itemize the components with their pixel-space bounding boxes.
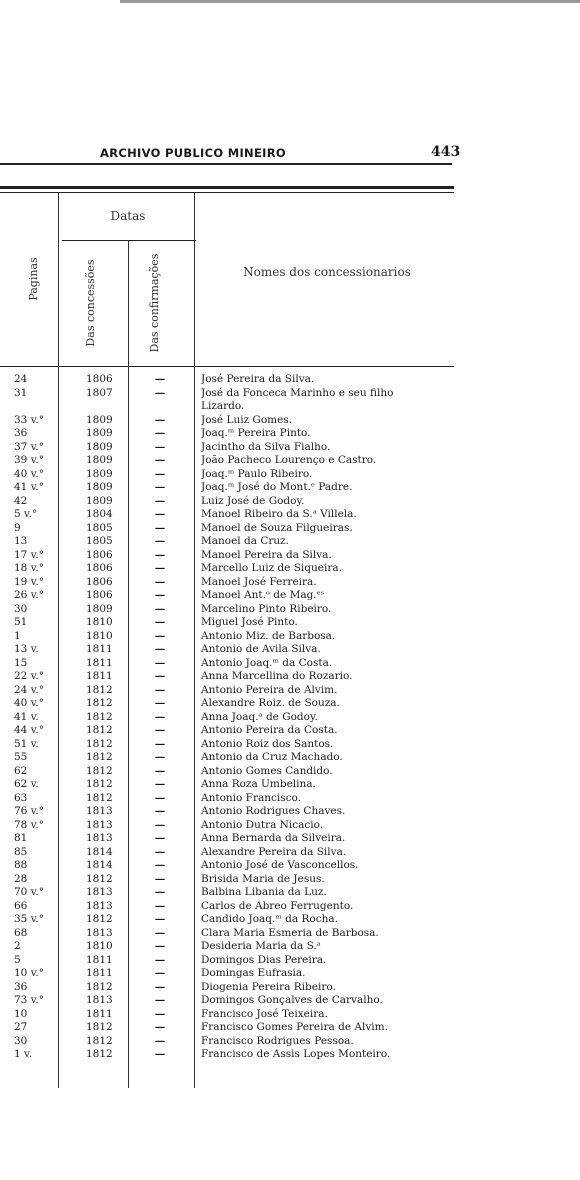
- cell-pagina: 19 v.°: [14, 575, 44, 588]
- cell-concessao: 1814: [86, 845, 113, 858]
- cell-nome: Manoel Ant.ᵒ de Mag.ᵉˢ: [201, 589, 325, 601]
- table-row: [0, 778, 580, 790]
- cell-confirmacao: —: [154, 886, 166, 898]
- cell-nome: Antonio Pereira de Alvim.: [201, 683, 338, 696]
- cell-confirmacao: —: [154, 967, 166, 979]
- cell-concessao: 1812: [86, 751, 113, 763]
- table-row: [0, 940, 580, 952]
- table-row: [0, 549, 580, 561]
- table-row: [0, 724, 580, 736]
- cell-nome: Carlos de Abreo Ferrugento.: [201, 899, 354, 912]
- cell-pagina: 36: [14, 427, 28, 439]
- cell-pagina: 76 v.°: [14, 805, 44, 817]
- cell-confirmacao: —: [154, 616, 166, 628]
- cell-nome: Antonio Roiz dos Santos.: [201, 737, 334, 750]
- cell-nome: Manoel da Cruz.: [201, 535, 290, 547]
- table-row: [0, 562, 580, 574]
- cell-confirmacao: —: [154, 778, 166, 790]
- cell-nome: Antonio de Avila Silva.: [201, 643, 321, 655]
- cell-pagina: 30: [14, 1034, 28, 1047]
- table-row: [0, 832, 580, 844]
- cell-confirmacao: —: [154, 899, 166, 912]
- cell-nome: Antonio Francisco.: [201, 791, 301, 804]
- cell-concessao: 1813: [86, 805, 113, 817]
- top-edge-rule: [120, 0, 580, 3]
- cell-pagina: 62 v.: [14, 778, 39, 790]
- cell-confirmacao: —: [154, 643, 166, 655]
- cell-confirmacao: —: [154, 913, 166, 925]
- cell-pagina: 36: [14, 980, 28, 993]
- cell-concessao: 1805: [86, 521, 113, 534]
- cell-nome: Anna Roza Umbelina.: [201, 778, 316, 790]
- cell-pagina: 63: [14, 791, 28, 804]
- cell-concessao: 1806: [86, 562, 113, 574]
- cell-pagina: 41 v.: [14, 710, 39, 723]
- cell-confirmacao: —: [154, 724, 166, 736]
- cell-pagina: 5: [14, 953, 21, 966]
- cell-nome: Anna Joaq.ᵃ de Godoy.: [201, 710, 318, 723]
- cell-confirmacao: —: [154, 1034, 166, 1047]
- cell-pagina: 70 v.°: [14, 886, 44, 898]
- cell-pagina: 51 v.: [14, 737, 39, 750]
- cell-pagina: 9: [14, 521, 21, 534]
- table-row: [0, 927, 580, 939]
- cell-concessao: 1812: [86, 764, 113, 777]
- cell-nome: Antonio José de Vasconcellos.: [201, 859, 359, 871]
- cell-concessao: 1809: [86, 427, 113, 439]
- table-row: [0, 751, 580, 763]
- running-title: ARCHIVO PUBLICO MINEIRO: [100, 146, 286, 160]
- cell-confirmacao: —: [154, 683, 166, 696]
- table-row: [0, 670, 580, 682]
- cell-confirmacao: —: [154, 832, 166, 844]
- table-row: [0, 1048, 580, 1060]
- cell-pagina: 51: [14, 616, 28, 628]
- cell-confirmacao: —: [154, 1021, 166, 1033]
- cell-concessao: 1804: [86, 508, 113, 520]
- cell-nome: Joaq.ᵐ José do Mont.ᵉ Padre.: [201, 481, 353, 493]
- cell-nome: Manoel Ribeiro da S.ᵃ Villela.: [201, 508, 357, 520]
- cell-pagina: 78 v.°: [14, 818, 44, 831]
- cell-confirmacao: —: [154, 926, 166, 939]
- cell-concessao: 1809: [86, 454, 113, 466]
- cell-confirmacao: —: [154, 994, 166, 1006]
- cell-nome: Jacintho da Silva Fialho.: [201, 440, 331, 453]
- cell-concessao: 1812: [86, 1048, 113, 1060]
- cell-concessao: 1810: [86, 616, 113, 628]
- cell-confirmacao: —: [154, 562, 166, 574]
- table-row: [0, 981, 580, 993]
- cell-pagina: 1 v.: [14, 1048, 33, 1060]
- header-rule: [0, 163, 452, 165]
- table-row: [0, 684, 580, 696]
- table-row: [0, 765, 580, 777]
- cell-pagina: 24 v.°: [14, 683, 44, 696]
- cell-concessao: 1807: [86, 386, 113, 399]
- table-row: [0, 819, 580, 831]
- table-row: [0, 886, 580, 898]
- cell-nome: Joaq.ᵐ Paulo Ribeiro.: [201, 467, 313, 480]
- cell-pagina: 44 v.°: [14, 724, 44, 736]
- cell-pagina: 40 v.°: [14, 467, 44, 480]
- table-row: [0, 954, 580, 966]
- cell-nome: José Luiz Gomes.: [201, 413, 293, 426]
- cell-confirmacao: —: [154, 413, 166, 426]
- table-row: [0, 535, 580, 547]
- cell-pagina: 35 v.°: [14, 913, 44, 925]
- cell-nome: Antonio Dutra Nicacio.: [201, 818, 324, 831]
- cell-confirmacao: —: [154, 494, 166, 507]
- table-row: [0, 603, 580, 615]
- table-row: [0, 967, 580, 979]
- cell-pagina: 10: [14, 1007, 28, 1020]
- cell-pagina: 66: [14, 899, 28, 912]
- cell-confirmacao: —: [154, 764, 166, 777]
- cell-nome: João Pacheco Lourenço e Castro.: [201, 454, 377, 466]
- cell-nome: Alexandre Roiz. de Souza.: [201, 697, 340, 709]
- cell-concessao: 1813: [86, 994, 113, 1006]
- cell-confirmacao: —: [154, 710, 166, 723]
- cell-pagina: 17 v.°: [14, 548, 44, 561]
- table-header-bottom-rule: [0, 366, 454, 367]
- cell-nome: Luiz José de Godoy.: [201, 494, 305, 507]
- cell-concessao: 1811: [86, 967, 113, 979]
- cell-nome: Alexandre Pereira da Silva.: [201, 845, 347, 858]
- cell-nome: Francisco Gomes Pereira de Alvim.: [201, 1021, 388, 1033]
- header-nomes: Nomes dos concessionarios: [243, 265, 411, 279]
- cell-pagina: 42: [14, 494, 28, 507]
- cell-confirmacao: —: [154, 697, 166, 709]
- cell-confirmacao: —: [154, 508, 166, 520]
- cell-nome: Brisida Maria de Jesus.: [201, 872, 325, 885]
- table-row: [0, 711, 580, 723]
- cell-nome: Manoel José Ferreira.: [201, 575, 317, 588]
- table-row: [0, 481, 580, 493]
- datas-underline: [62, 240, 196, 241]
- cell-confirmacao: —: [154, 737, 166, 750]
- cell-pagina: 30: [14, 602, 28, 615]
- cell-pagina: 31: [14, 386, 28, 399]
- cell-nome: Antonio Joaq.ᵐ da Costa.: [201, 656, 333, 669]
- table-row: [0, 508, 580, 520]
- cell-nome: Marcello Luiz de Siqueira.: [201, 562, 342, 574]
- cell-concessao: 1812: [86, 791, 113, 804]
- table-row: [0, 738, 580, 750]
- table-row: [0, 616, 580, 628]
- cell-concessao: 1813: [86, 818, 113, 831]
- cell-nome: Francisco Rodrigues Pessoa.: [201, 1034, 354, 1047]
- table-top-rule: [0, 186, 454, 189]
- table-row: [0, 913, 580, 925]
- cell-nome: José da Fonceca Marinho e seu filho: [201, 386, 394, 399]
- table-row: [0, 805, 580, 817]
- table-top-rule-thin: [0, 192, 454, 193]
- cell-nome: Domingas Eufrasia.: [201, 967, 306, 979]
- cell-concessao: 1811: [86, 656, 113, 669]
- cell-confirmacao: —: [154, 656, 166, 669]
- cell-concessao: 1813: [86, 899, 113, 912]
- cell-concessao: 1806: [86, 589, 113, 601]
- cell-confirmacao: —: [154, 535, 166, 547]
- cell-concessao: 1812: [86, 710, 113, 723]
- cell-nome: José Pereira da Silva.: [201, 373, 315, 385]
- cell-confirmacao: —: [154, 953, 166, 966]
- table-row: [0, 792, 580, 804]
- cell-concessao: 1812: [86, 697, 113, 709]
- cell-confirmacao: —: [154, 481, 166, 493]
- cell-concessao: 1812: [86, 778, 113, 790]
- cell-concessao: 1812: [86, 724, 113, 736]
- cell-pagina: 41 v.°: [14, 481, 44, 493]
- cell-confirmacao: —: [154, 373, 166, 385]
- table-row: [0, 495, 580, 507]
- table-row: [0, 657, 580, 669]
- cell-pagina: 13 v.: [14, 643, 39, 655]
- cell-pagina: 10 v.°: [14, 967, 44, 979]
- table-row: [0, 468, 580, 480]
- cell-pagina: 1: [14, 629, 21, 642]
- cell-concessao: 1813: [86, 832, 113, 844]
- table-row: [0, 427, 580, 439]
- cell-concessao: 1806: [86, 575, 113, 588]
- cell-confirmacao: —: [154, 602, 166, 615]
- cell-nome: Domingos Gonçalves de Carvalho.: [201, 994, 383, 1006]
- table-row: [0, 1035, 580, 1047]
- cell-nome: Manoel de Souza Filgueiras.: [201, 521, 353, 534]
- page-number: 443: [431, 144, 461, 160]
- cell-concessao: 1806: [86, 373, 113, 385]
- cell-concessao: 1812: [86, 913, 113, 925]
- cell-nome: Desideria Maria da S.ᵃ: [201, 940, 321, 952]
- table-row: [0, 643, 580, 655]
- cell-confirmacao: —: [154, 940, 166, 952]
- cell-pagina: 39 v.°: [14, 454, 44, 466]
- cell-nome: Marcelino Pinto Ribeiro.: [201, 602, 332, 615]
- cell-confirmacao: —: [154, 791, 166, 804]
- table-row: [0, 522, 580, 534]
- cell-confirmacao: —: [154, 751, 166, 763]
- cell-concessao: 1811: [86, 643, 113, 655]
- cell-confirmacao: —: [154, 575, 166, 588]
- cell-pagina: 5 v.°: [14, 508, 38, 520]
- cell-concessao: 1813: [86, 886, 113, 898]
- cell-concessao: 1810: [86, 629, 113, 642]
- cell-confirmacao: —: [154, 1048, 166, 1060]
- cell-pagina: 37 v.°: [14, 440, 44, 453]
- cell-pagina: 73 v.°: [14, 994, 44, 1006]
- table-row: [0, 859, 580, 871]
- header-datas: Datas: [110, 209, 146, 223]
- cell-concessao: 1809: [86, 494, 113, 507]
- cell-pagina: 88: [14, 859, 28, 871]
- cell-pagina: 40 v.°: [14, 697, 44, 709]
- cell-confirmacao: —: [154, 548, 166, 561]
- cell-concessao: 1811: [86, 670, 113, 682]
- cell-concessao: 1812: [86, 1021, 113, 1033]
- cell-nome: Diogenia Pereira Ribeiro.: [201, 980, 336, 993]
- cell-confirmacao: —: [154, 845, 166, 858]
- cell-nome: Francisco José Teixeira.: [201, 1007, 328, 1020]
- cell-concessao: 1812: [86, 737, 113, 750]
- table-row: [0, 1008, 580, 1020]
- cell-pagina: 55: [14, 751, 28, 763]
- cell-confirmacao: —: [154, 629, 166, 642]
- cell-pagina: 62: [14, 764, 28, 777]
- cell-nome: Manoel Pereira da Silva.: [201, 548, 332, 561]
- table-row: [0, 630, 580, 642]
- cell-concessao: 1805: [86, 535, 113, 547]
- cell-pagina: 2: [14, 940, 21, 952]
- cell-confirmacao: —: [154, 589, 166, 601]
- cell-concessao: 1810: [86, 940, 113, 952]
- cell-pagina: 26 v.°: [14, 589, 44, 601]
- cell-concessao: 1812: [86, 1034, 113, 1047]
- page-header: [0, 146, 580, 162]
- header-confirmacoes: Das confirmações: [148, 253, 161, 353]
- cell-concessao: 1813: [86, 926, 113, 939]
- cell-confirmacao: —: [154, 467, 166, 480]
- cell-nome: Francisco de Assis Lopes Monteiro.: [201, 1048, 391, 1060]
- table-row: [0, 900, 580, 912]
- cell-concessao: 1809: [86, 467, 113, 480]
- cell-concessao: 1811: [86, 953, 113, 966]
- table-row: [0, 373, 580, 385]
- cell-pagina: 85: [14, 845, 28, 858]
- cell-nome: Miguel José Pinto.: [201, 616, 298, 628]
- table-row: [0, 400, 580, 412]
- cell-confirmacao: —: [154, 805, 166, 817]
- cell-pagina: 13: [14, 535, 28, 547]
- table-row: [0, 441, 580, 453]
- cell-pagina: 27: [14, 1021, 28, 1033]
- cell-nome: Domingos Dias Pereira.: [201, 953, 327, 966]
- cell-pagina: 81: [14, 832, 28, 844]
- cell-nome: Antonio Pereira da Costa.: [201, 724, 338, 736]
- cell-confirmacao: —: [154, 440, 166, 453]
- table-row: [0, 846, 580, 858]
- cell-confirmacao: —: [154, 980, 166, 993]
- table-row: [0, 697, 580, 709]
- table-row: [0, 589, 580, 601]
- table-row: [0, 994, 580, 1006]
- cell-concessao: 1809: [86, 413, 113, 426]
- cell-confirmacao: —: [154, 670, 166, 682]
- cell-concessao: 1809: [86, 440, 113, 453]
- cell-concessao: 1814: [86, 859, 113, 871]
- cell-nome: Antonio Rodrigues Chaves.: [201, 805, 346, 817]
- cell-nome: Balbina Libania da Luz.: [201, 886, 327, 898]
- header-concessoes: Das concessões: [84, 259, 97, 347]
- cell-nome: Clara Maria Esmeria de Barbosa.: [201, 926, 379, 939]
- cell-nome: Antonio Miz. de Barbosa.: [201, 629, 336, 642]
- cell-confirmacao: —: [154, 427, 166, 439]
- cell-nome: Anna Marcellina do Rozario.: [201, 670, 353, 682]
- cell-confirmacao: —: [154, 859, 166, 871]
- cell-pagina: 24: [14, 373, 28, 385]
- cell-pagina: 33 v.°: [14, 413, 44, 426]
- cell-pagina: 18 v.°: [14, 562, 44, 574]
- cell-concessao: 1806: [86, 548, 113, 561]
- cell-nome: Antonio da Cruz Machado.: [201, 751, 343, 763]
- table-row: [0, 576, 580, 588]
- cell-confirmacao: —: [154, 1007, 166, 1020]
- cell-concessao: 1811: [86, 1007, 113, 1020]
- cell-confirmacao: —: [154, 872, 166, 885]
- cell-concessao: 1812: [86, 980, 113, 993]
- cell-concessao: 1812: [86, 683, 113, 696]
- cell-pagina: 28: [14, 872, 28, 885]
- cell-nome: Candido Joaq.ᵐ da Rocha.: [201, 913, 338, 925]
- cell-confirmacao: —: [154, 818, 166, 831]
- cell-pagina: 68: [14, 926, 28, 939]
- cell-confirmacao: —: [154, 386, 166, 399]
- table-row: [0, 1021, 580, 1033]
- header-paginas: Paginas: [27, 257, 40, 301]
- table-row: [0, 387, 580, 399]
- cell-confirmacao: —: [154, 454, 166, 466]
- cell-nome: Joaq.ᵐ Pereira Pinto.: [201, 427, 311, 439]
- cell-concessao: 1809: [86, 602, 113, 615]
- cell-nome: Antonio Gomes Candido.: [201, 764, 333, 777]
- cell-concessao: 1809: [86, 481, 113, 493]
- cell-concessao: 1812: [86, 872, 113, 885]
- cell-nome: Lizardo.: [201, 400, 245, 412]
- cell-confirmacao: —: [154, 521, 166, 534]
- cell-pagina: 15: [14, 656, 28, 669]
- cell-nome: Anna Bernarda da Silveira.: [201, 832, 346, 844]
- table-row: [0, 873, 580, 885]
- table-row: [0, 454, 580, 466]
- table-row: [0, 414, 580, 426]
- cell-pagina: 22 v.°: [14, 670, 44, 682]
